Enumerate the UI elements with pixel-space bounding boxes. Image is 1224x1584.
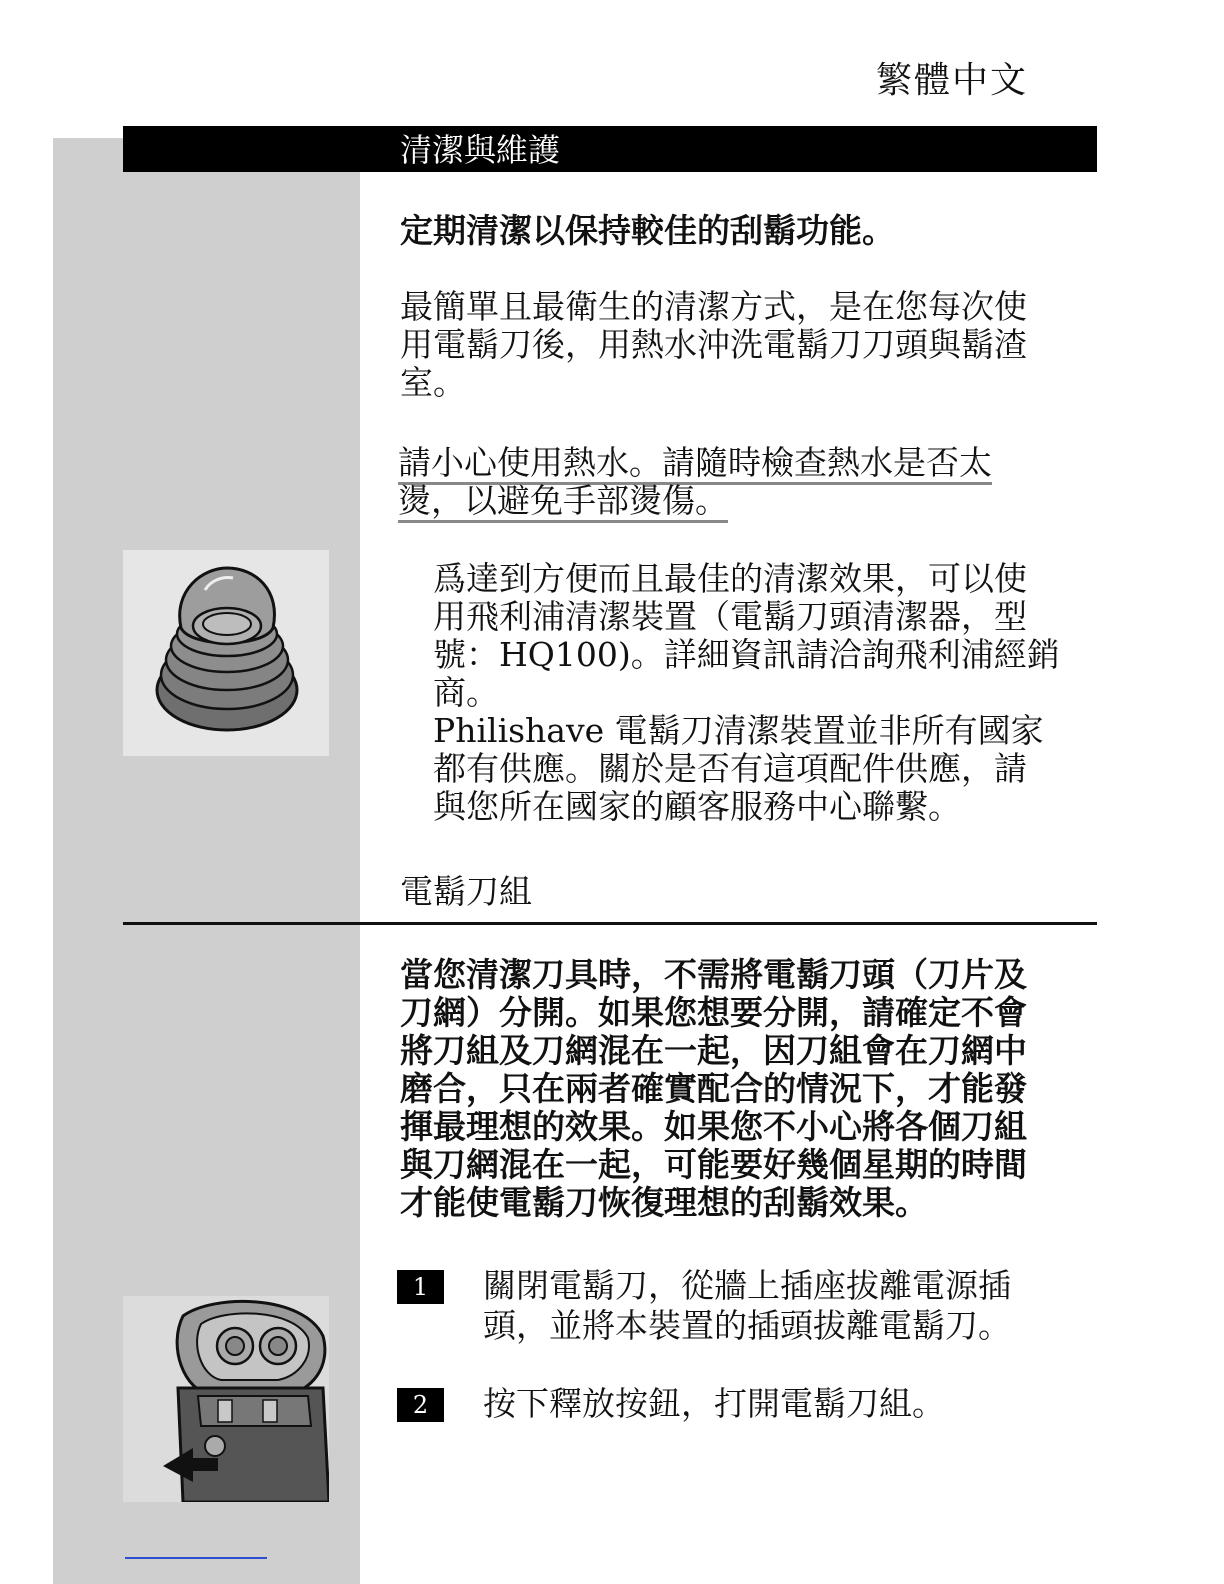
step-text bbox=[483, 1266, 1083, 1346]
step-line: 關閉電鬍刀，從牆上插座拔離電源插 bbox=[483, 1266, 1011, 1305]
section-title-bar bbox=[123, 126, 1097, 172]
cleaner-note-line: 與您所在國家的顧客服務中心聯繫。 bbox=[433, 787, 961, 826]
cleaner-note-line: 用飛利浦清潔裝置（電鬍刀頭清潔器，型 bbox=[433, 597, 1027, 636]
cutter-line: 將刀組及刀網混在一起，因刀組會在刀網中 bbox=[400, 1031, 1027, 1070]
intro-line: 最簡單且最衛生的清潔方式，是在您每次使 bbox=[400, 287, 1027, 326]
cleaner-note bbox=[433, 560, 1098, 826]
cutter-line: 揮最理想的效果。如果您不小心將各個刀組 bbox=[400, 1107, 1027, 1146]
step-number: 2 bbox=[397, 1388, 444, 1422]
intro-lead: 定期清潔以保持較佳的刮鬍功能。 bbox=[400, 211, 895, 250]
cutter-line: 當您清潔刀具時，不需將電鬍刀頭（刀片及 bbox=[400, 955, 1027, 994]
cleaner-note-line: Philishave 電鬍刀清潔裝置並非所有國家 bbox=[433, 711, 1044, 750]
step-line: 頭，並將本裝置的插頭拔離電鬍刀。 bbox=[483, 1306, 1011, 1345]
step-line: 按下釋放按鈕，打開電鬍刀組。 bbox=[483, 1384, 945, 1423]
cutter-line: 刀網）分開。如果您想要分開，請確定不會 bbox=[400, 993, 1027, 1032]
shaver-open-icon bbox=[123, 1296, 329, 1502]
cleaner-note-line: 都有供應。關於是否有這項配件供應，請 bbox=[433, 749, 1027, 788]
footer-link-line bbox=[125, 1557, 267, 1559]
section-title: 清潔與維護 bbox=[400, 131, 561, 169]
intro-line: 用電鬍刀後，用熱水沖洗電鬍刀刀頭與鬍渣 bbox=[400, 325, 1027, 364]
warning-line: 請小心使用熱水。請隨時檢查熱水是否太 bbox=[398, 443, 992, 485]
cleaner-note-line: 號：HQ100)。詳細資訊請洽詢飛利浦經銷 bbox=[433, 635, 1060, 674]
cleaner-icon bbox=[123, 550, 329, 756]
section-divider bbox=[123, 922, 1097, 925]
step-text bbox=[483, 1384, 1083, 1424]
cleaner-note-line: 爲達到方便而且最佳的清潔效果，可以使 bbox=[433, 559, 1027, 598]
shaver-illustration bbox=[123, 1296, 329, 1502]
step-number: 1 bbox=[397, 1270, 444, 1304]
cutter-line: 與刀網混在一起，可能要好幾個星期的時間 bbox=[400, 1145, 1027, 1184]
hot-water-warning bbox=[398, 444, 1058, 520]
cutter-section-heading: 電鬍刀組 bbox=[400, 872, 532, 911]
cleaner-illustration bbox=[123, 550, 329, 756]
intro-paragraph bbox=[400, 288, 1090, 402]
cutter-paragraph bbox=[400, 956, 1090, 1222]
cutter-line: 才能使電鬍刀恢復理想的刮鬍效果。 bbox=[400, 1183, 928, 1222]
cleaner-note-line: 商。 bbox=[433, 673, 499, 712]
intro-line: 室。 bbox=[400, 363, 466, 402]
cutter-line: 磨合，只在兩者確實配合的情況下，才能發 bbox=[400, 1069, 1027, 1108]
warning-line: 燙，以避免手部燙傷。 bbox=[398, 481, 728, 523]
language-label: 繁體中文 bbox=[876, 60, 1029, 101]
